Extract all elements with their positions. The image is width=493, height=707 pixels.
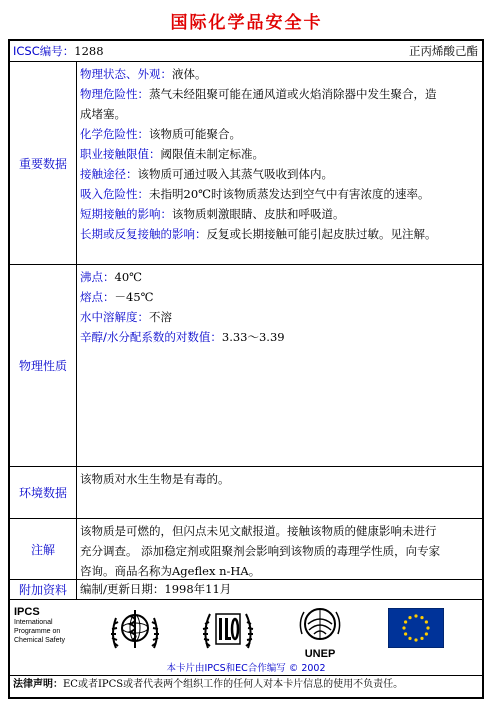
kv-line bbox=[80, 327, 479, 347]
notes-line: 咨询。商品名称为Ageflex n-HA。 bbox=[80, 564, 261, 578]
cooperation-note: 本卡片由IPCS和EC合作编写 © 2002 bbox=[166, 663, 326, 674]
legal-text: EC或者IPCS或者代表两个组织工作的任何人对本卡片信息的使用不负责任。 bbox=[63, 679, 404, 690]
additional-info-section bbox=[10, 580, 482, 600]
kv-key: 物理危险性： bbox=[80, 87, 149, 101]
kv-line bbox=[80, 164, 479, 184]
logos-section bbox=[10, 600, 482, 676]
notes-line: 该物质是可燃的，但闪点未见文献报道。接触该物质的健康影响未进行 bbox=[80, 524, 437, 538]
eu-star-icon bbox=[404, 620, 407, 623]
kv-line bbox=[80, 64, 479, 84]
notes-content bbox=[77, 519, 482, 579]
kv-value: －45℃ bbox=[114, 290, 154, 304]
kv-line bbox=[80, 184, 479, 204]
icsc-number bbox=[13, 41, 104, 61]
kv-key: 水中溶解度： bbox=[80, 310, 149, 324]
eu-star-icon bbox=[408, 616, 411, 619]
ipcs-sub-2: Programme on bbox=[14, 628, 61, 635]
physical-properties-content bbox=[77, 265, 482, 466]
kv-key: 职业接触限值： bbox=[80, 147, 161, 161]
kv-key: 化学危险性： bbox=[80, 127, 149, 141]
eu-flag-icon bbox=[388, 608, 444, 648]
environmental-data-text: 该物质对水生生物是有毒的。 bbox=[80, 472, 230, 486]
kv-value: 该物质可能聚合。 bbox=[149, 127, 241, 141]
eu-star-icon bbox=[408, 637, 411, 640]
kv-value: 反复或长期接触可能引起皮肤过敏。见注解。 bbox=[206, 227, 437, 241]
kv-line bbox=[80, 124, 479, 144]
additional-info-text: 编制/更新日期：1998年11月 bbox=[80, 582, 232, 596]
kv-key: 接触途径： bbox=[80, 167, 138, 181]
ipcs-sub-1: International bbox=[14, 619, 53, 626]
environmental-data-section bbox=[10, 467, 482, 519]
notes-section bbox=[10, 519, 482, 580]
icsc-row bbox=[10, 41, 482, 62]
additional-info-label: 附加资料 bbox=[10, 580, 77, 599]
kv-key: 沸点： bbox=[80, 270, 115, 284]
eu-star-icon bbox=[426, 626, 429, 629]
kv-value: 3.33～3.39 bbox=[221, 330, 285, 344]
ipcs-title: IPCS bbox=[14, 606, 40, 618]
kv-line bbox=[80, 267, 479, 287]
eu-star-icon bbox=[404, 632, 407, 635]
kv-value: 该物质可通过吸入其蒸气吸收到体内。 bbox=[137, 167, 333, 181]
unep-logo-icon bbox=[294, 604, 346, 660]
environmental-data-label: 环境数据 bbox=[10, 467, 77, 518]
kv-value: 未指明20℃时该物质蒸发达到空气中有害浓度的速率。 bbox=[149, 187, 430, 201]
kv-line bbox=[80, 204, 479, 224]
kv-value: 40℃ bbox=[114, 270, 142, 284]
kv-line bbox=[80, 144, 479, 164]
physical-properties-section bbox=[10, 265, 482, 467]
eu-star-icon bbox=[425, 620, 428, 623]
kv-value: 液体。 bbox=[172, 67, 207, 81]
kv-value: 不溶 bbox=[149, 310, 172, 324]
kv-value: 蒸气未经阻聚可能在通风道或火焰消除器中发生聚合，造 bbox=[149, 87, 437, 101]
unep-text: UNEP bbox=[304, 648, 336, 660]
ipcs-logo-text bbox=[14, 606, 65, 645]
kv-key: 物理状态、外观： bbox=[80, 67, 172, 81]
eu-star-icon bbox=[420, 616, 423, 619]
chemical-name: 正丙烯酸己酯 bbox=[409, 44, 478, 58]
kv-key: 熔点： bbox=[80, 290, 115, 304]
kv-line bbox=[80, 307, 479, 327]
physical-properties-label: 物理性质 bbox=[10, 265, 77, 466]
kv-key: 吸入危险性： bbox=[80, 187, 149, 201]
icsc-label: ICSC编号： bbox=[13, 44, 75, 58]
notes-line: 充分调查。 添加稳定剂或阻聚剂会影响到该物质的毒理学性质，向专家 bbox=[80, 544, 441, 558]
eu-star-icon bbox=[420, 637, 423, 640]
environmental-data-content bbox=[77, 467, 482, 518]
additional-info-content bbox=[77, 580, 482, 599]
eu-star-icon bbox=[414, 614, 417, 617]
important-data-section bbox=[10, 62, 482, 265]
legal-label: 法律声明： bbox=[13, 679, 63, 690]
eu-star-icon bbox=[402, 626, 405, 629]
kv-value: 成堵塞。 bbox=[80, 107, 126, 121]
ilo-logo-icon bbox=[200, 604, 256, 656]
eu-star-icon bbox=[425, 632, 428, 635]
page-title: 国际化学品安全卡 bbox=[170, 13, 323, 33]
kv-line bbox=[80, 104, 479, 124]
kv-key: 长期或反复接触的影响： bbox=[80, 227, 207, 241]
eu-star-icon bbox=[414, 638, 417, 641]
kv-key: 短期接触的影响： bbox=[80, 207, 172, 221]
legal-notice bbox=[13, 674, 403, 696]
kv-value: 阈限值未制定标准。 bbox=[160, 147, 264, 161]
important-data-label: 重要数据 bbox=[10, 62, 77, 264]
kv-line bbox=[80, 84, 479, 104]
kv-key: 辛醇/水分配系数的对数值： bbox=[80, 330, 222, 344]
legal-section bbox=[10, 676, 482, 697]
ipcs-sub-3: Chemical Safety bbox=[14, 637, 65, 644]
kv-line bbox=[80, 224, 479, 244]
who-logo-icon bbox=[106, 604, 164, 656]
notes-label: 注解 bbox=[10, 519, 77, 579]
icsc-value: 1288 bbox=[74, 44, 104, 58]
kv-value: 该物质刺激眼睛、皮肤和呼吸道。 bbox=[172, 207, 345, 221]
card-frame bbox=[8, 39, 484, 699]
important-data-content bbox=[77, 62, 482, 264]
kv-line bbox=[80, 287, 479, 307]
